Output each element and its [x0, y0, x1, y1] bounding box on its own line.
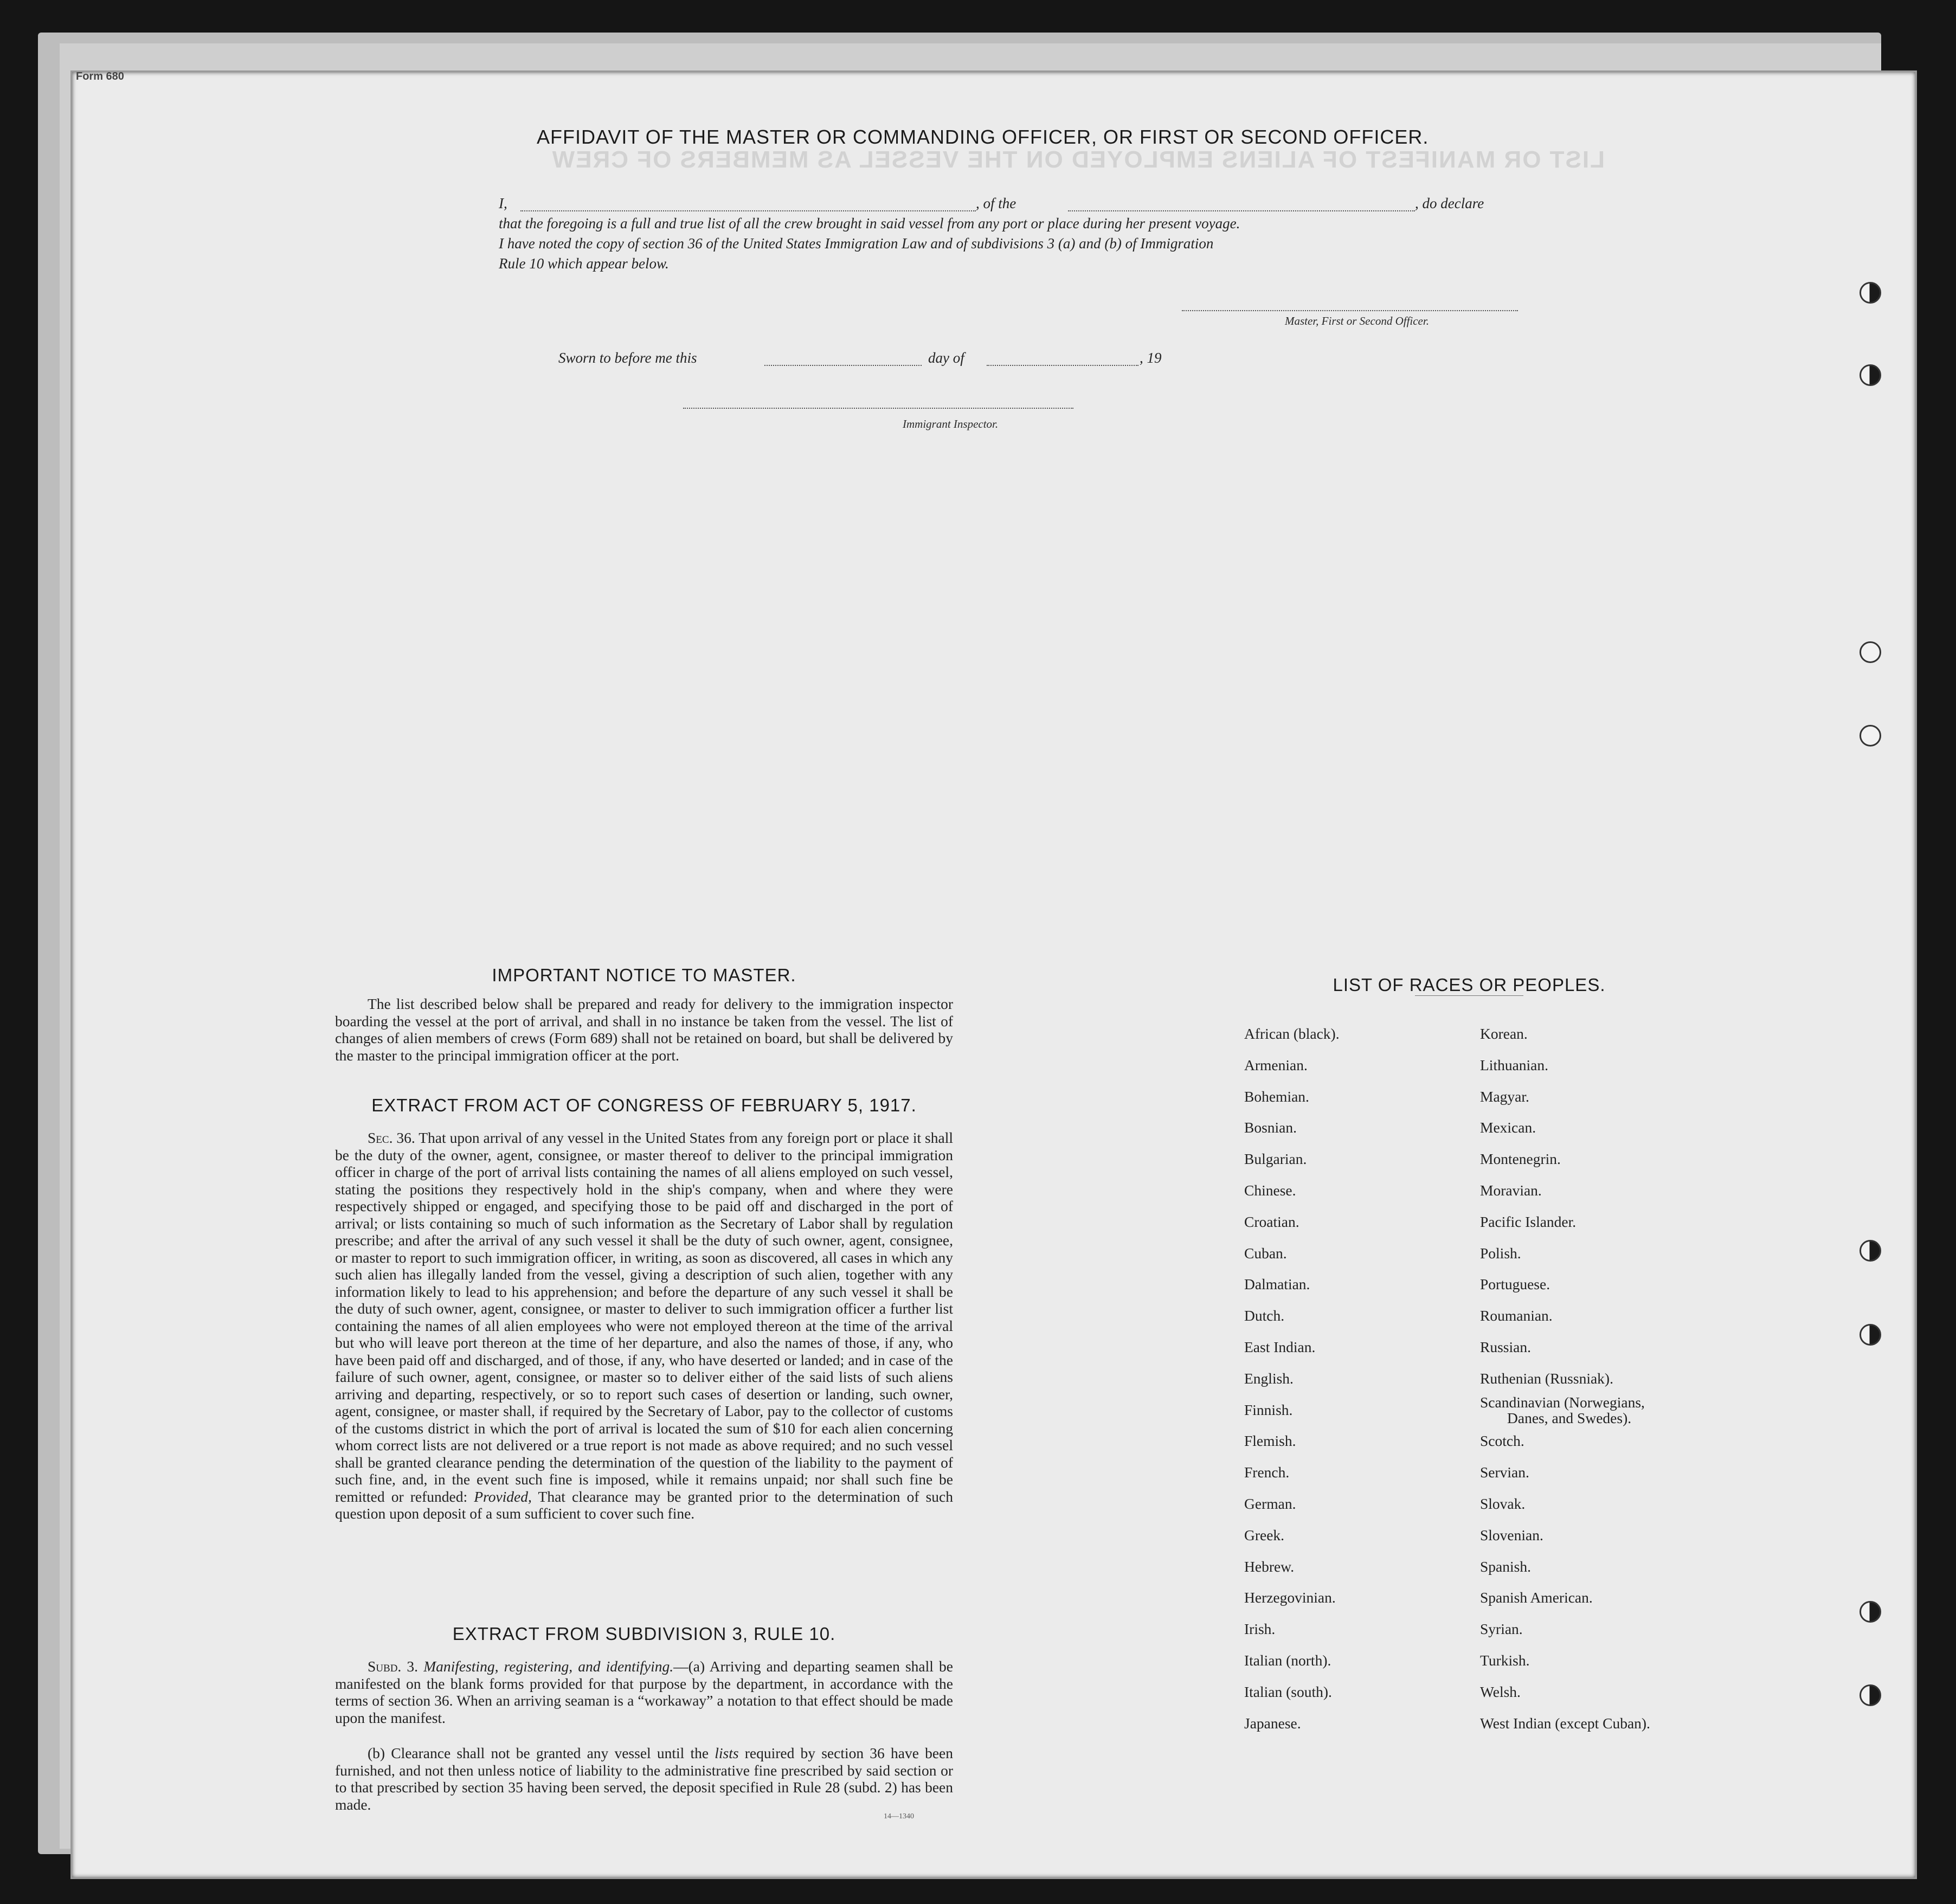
day-blank: [764, 365, 922, 366]
race-item: Bulgarian.: [1244, 1150, 1307, 1168]
race-item: Italian (south).: [1244, 1683, 1332, 1700]
affidavit-line-1b: , of the: [976, 195, 1016, 211]
act-heading: EXTRACT FROM ACT OF CONGRESS OF FEBRUARY 5, 1917.: [371, 1095, 917, 1115]
race-item: Moravian.: [1480, 1181, 1542, 1199]
notice-text: The list described below shall be prepared and ready for delivery to the immigration inspector boarding the vessel at the port of arrival, and shall in no instance be taken from the vessel. The list of changes of alien members of crews (Form 689) shall not be retained on board, but shall be delivered by the master to the principal immigration officer at the port.: [335, 995, 953, 1064]
race-item: Mexican.: [1480, 1119, 1536, 1136]
races-heading: LIST OF RACES OR PEOPLES.: [1333, 975, 1606, 995]
affidavit-line-1a: I,: [499, 195, 507, 211]
rule-heading: EXTRACT FROM SUBDIVISION 3, RULE 10.: [452, 1624, 836, 1644]
race-item: Herzegovinian.: [1244, 1589, 1336, 1606]
punch-hole: [1860, 641, 1881, 663]
races-heading-rule: [1415, 995, 1523, 996]
month-blank: [987, 365, 1138, 366]
races-right-column: [1480, 1018, 1650, 1739]
race-item: Russian.: [1480, 1338, 1531, 1355]
race-item: Roumanian.: [1480, 1307, 1553, 1324]
notice-heading: IMPORTANT NOTICE TO MASTER.: [492, 965, 796, 985]
race-item: Croatian.: [1244, 1213, 1299, 1230]
race-item: Hebrew.: [1244, 1558, 1295, 1575]
race-item: Dalmatian.: [1244, 1276, 1310, 1293]
race-item: African (black).: [1244, 1025, 1340, 1042]
race-item: Slovenian.: [1480, 1526, 1543, 1543]
race-item: Korean.: [1480, 1025, 1528, 1042]
sworn-text-c: , 19: [1140, 350, 1162, 366]
race-item: Scotch.: [1480, 1432, 1524, 1450]
affidavit-line-3: I have noted the copy of section 36 of the United States Immigration Law and of subdivisions 3 (a) and (b) of Immigration: [499, 235, 1214, 252]
affidavit-line-1c: , do declare: [1415, 195, 1484, 211]
race-item: English.: [1244, 1369, 1294, 1387]
race-item: Magyar.: [1480, 1088, 1529, 1105]
affidavit-line-4: Rule 10 which appear below.: [499, 255, 669, 272]
race-item: Dutch.: [1244, 1307, 1285, 1324]
race-item: Lithuanian.: [1480, 1056, 1549, 1073]
race-item: Finnish.: [1244, 1401, 1293, 1418]
race-item: Portuguese.: [1480, 1276, 1550, 1293]
rule-para-a: [335, 1658, 953, 1726]
race-item: Bohemian.: [1244, 1088, 1309, 1105]
race-item: West Indian (except Cuban).: [1480, 1714, 1650, 1732]
punch-hole: [1860, 364, 1881, 386]
race-item: Irish.: [1244, 1620, 1276, 1638]
punch-hole: [1860, 1240, 1881, 1262]
race-item: Spanish.: [1480, 1558, 1531, 1575]
punch-hole: [1860, 1684, 1881, 1706]
inspector-signature-line: [683, 408, 1073, 409]
race-item: Chinese.: [1244, 1181, 1296, 1199]
affidavit-title: AFFIDAVIT OF THE MASTER OR COMMANDING OFFICER, OR FIRST OR SECOND OFFICER.: [537, 126, 1429, 148]
race-item: Danes, and Swedes).: [1507, 1409, 1632, 1426]
race-item: Servian.: [1480, 1464, 1529, 1481]
act-section-label: Sec. 36.: [368, 1129, 415, 1146]
vessel-blank: [1068, 210, 1415, 211]
race-item: Flemish.: [1244, 1432, 1296, 1450]
rule-para-b-text-2: required by section 36 have been furnished, and not then unless notice of liability to the administrative fine prescribed by said section or to that prescribed by section 35 having been served, the deposit specified in Rule 28 (subd. 2) has been made.: [335, 1745, 953, 1813]
rule-para-b-italic: lists: [715, 1745, 739, 1761]
punch-hole: [1860, 1601, 1881, 1623]
races-left-column: [1244, 1018, 1340, 1739]
rule-para-b-text-1: (b) Clearance shall not be granted any vessel until the: [368, 1745, 709, 1761]
sworn-text-b: day of: [928, 350, 964, 366]
race-item: Polish.: [1480, 1244, 1521, 1262]
race-item: Pacific Islander.: [1480, 1213, 1577, 1230]
name-blank: [520, 210, 976, 211]
affidavit-line-2: that the foregoing is a full and true list of all the crew brought in said vessel from any port or place during her present voyage.: [499, 215, 1240, 231]
inspector-caption: Immigrant Inspector.: [903, 417, 999, 430]
bleed-through-heading: LIST OR MANIFEST OF ALIENS EMPLOYED ON THE VESSEL AS MEMBERS OF CREW: [551, 146, 1605, 173]
race-item: Slovak.: [1480, 1495, 1526, 1512]
race-item: French.: [1244, 1464, 1290, 1481]
race-item: Turkish.: [1480, 1651, 1530, 1669]
race-item: Bosnian.: [1244, 1119, 1297, 1136]
race-item: Armenian.: [1244, 1056, 1308, 1073]
act-proviso-label: Provided,: [474, 1488, 532, 1505]
race-item: Montenegrin.: [1480, 1150, 1561, 1168]
act-proviso-text: That clearance may be granted prior to the determination of such question upon deposit of a sum sufficient to cover such fine.: [335, 1488, 953, 1522]
act-body: That upon arrival of any vessel in the United States from any foreign port or place it shall be the duty of the owner, agent, consignee, or master thereof to deliver to the principal immigration officer in charge of the port of arrival lists containing the names of all aliens employed on such vessel, stating the positions they respectively hold in the ship's company, when and where they were respectively shipped or engaged, and specifying those to be paid off and discharged in the port of arrival; or lists containing so much of such information as the Secretary of Labor shall by regulation prescribe; and after the arrival of any such vessel it shall be the duty of such owner, agent, consignee, or master to report to such immigration officer, in writing, as soon as discovered, all cases in which any such alien has illegally landed from the vessel, giving a description of such alien, together with any information likely to lead to his apprehension; and before the departure of any such vessel it shall be the duty of such owner, agent, consignee, or master to deliver to such immigration officer a further list containing the names of all alien employees who were not employed thereon at the time of the arrival but who will leave port thereon at the time of her departure, and also the names of those, if any, who have been paid off and discharged, and of those, if any, who have deserted or landed; and in case of the failure of such owner, agent, consignee, or master so to deliver either of the said lists of such aliens arriving and departing, respectively, or so to report such cases of desertion or landing, such owner, agent, consignee, or master shall, if required by the Secretary of Labor, pay to the collector of customs of the customs district in which the port of arrival is located the sum of $10 for each alien concerning whom correct lists are not delivered or a true report is not made as above required; and no such vessel shall be granted clearance pending the determination of the question of the liability to the payment of such fine, and, in the event such fine is imposed, while it remains unpaid; nor shall such fine be remitted or refunded:: [335, 1129, 953, 1505]
footer-code: 14—1340: [884, 1812, 914, 1821]
race-item: German.: [1244, 1495, 1296, 1512]
punch-hole: [1860, 1324, 1881, 1346]
rule-subdivision-title: Manifesting, registering, and identifying.: [423, 1658, 674, 1675]
act-text: [335, 1129, 953, 1522]
punch-hole: [1860, 725, 1881, 747]
race-item: Greek.: [1244, 1526, 1285, 1543]
rule-subdivision-label: Subd. 3.: [368, 1658, 419, 1675]
race-item: Welsh.: [1480, 1683, 1521, 1700]
master-caption: Master, First or Second Officer.: [1285, 314, 1429, 327]
punch-hole: [1860, 282, 1881, 304]
master-signature-line: [1182, 310, 1518, 311]
race-item: Japanese.: [1244, 1714, 1301, 1732]
race-item: Spanish American.: [1480, 1589, 1593, 1606]
form-number: Form 680: [76, 70, 124, 82]
race-item: East Indian.: [1244, 1338, 1316, 1355]
race-item: Italian (north).: [1244, 1651, 1331, 1669]
rule-para-a-text: —(a) Arriving and departing seamen shall be manifested on the blank forms provided for that purpose by the department, in accordance with the terms of section 36. When an arriving seaman is a “workaway” a notation to that effect should be made upon the manifest.: [335, 1658, 953, 1726]
race-item: Ruthenian (Russniak).: [1480, 1369, 1613, 1387]
sworn-text-a: Sworn to before me this: [558, 350, 697, 366]
race-item: Syrian.: [1480, 1620, 1523, 1638]
rule-para-b: [335, 1745, 953, 1813]
race-item: Scandinavian (Norwegians,: [1480, 1393, 1645, 1411]
race-item: Cuban.: [1244, 1244, 1287, 1262]
